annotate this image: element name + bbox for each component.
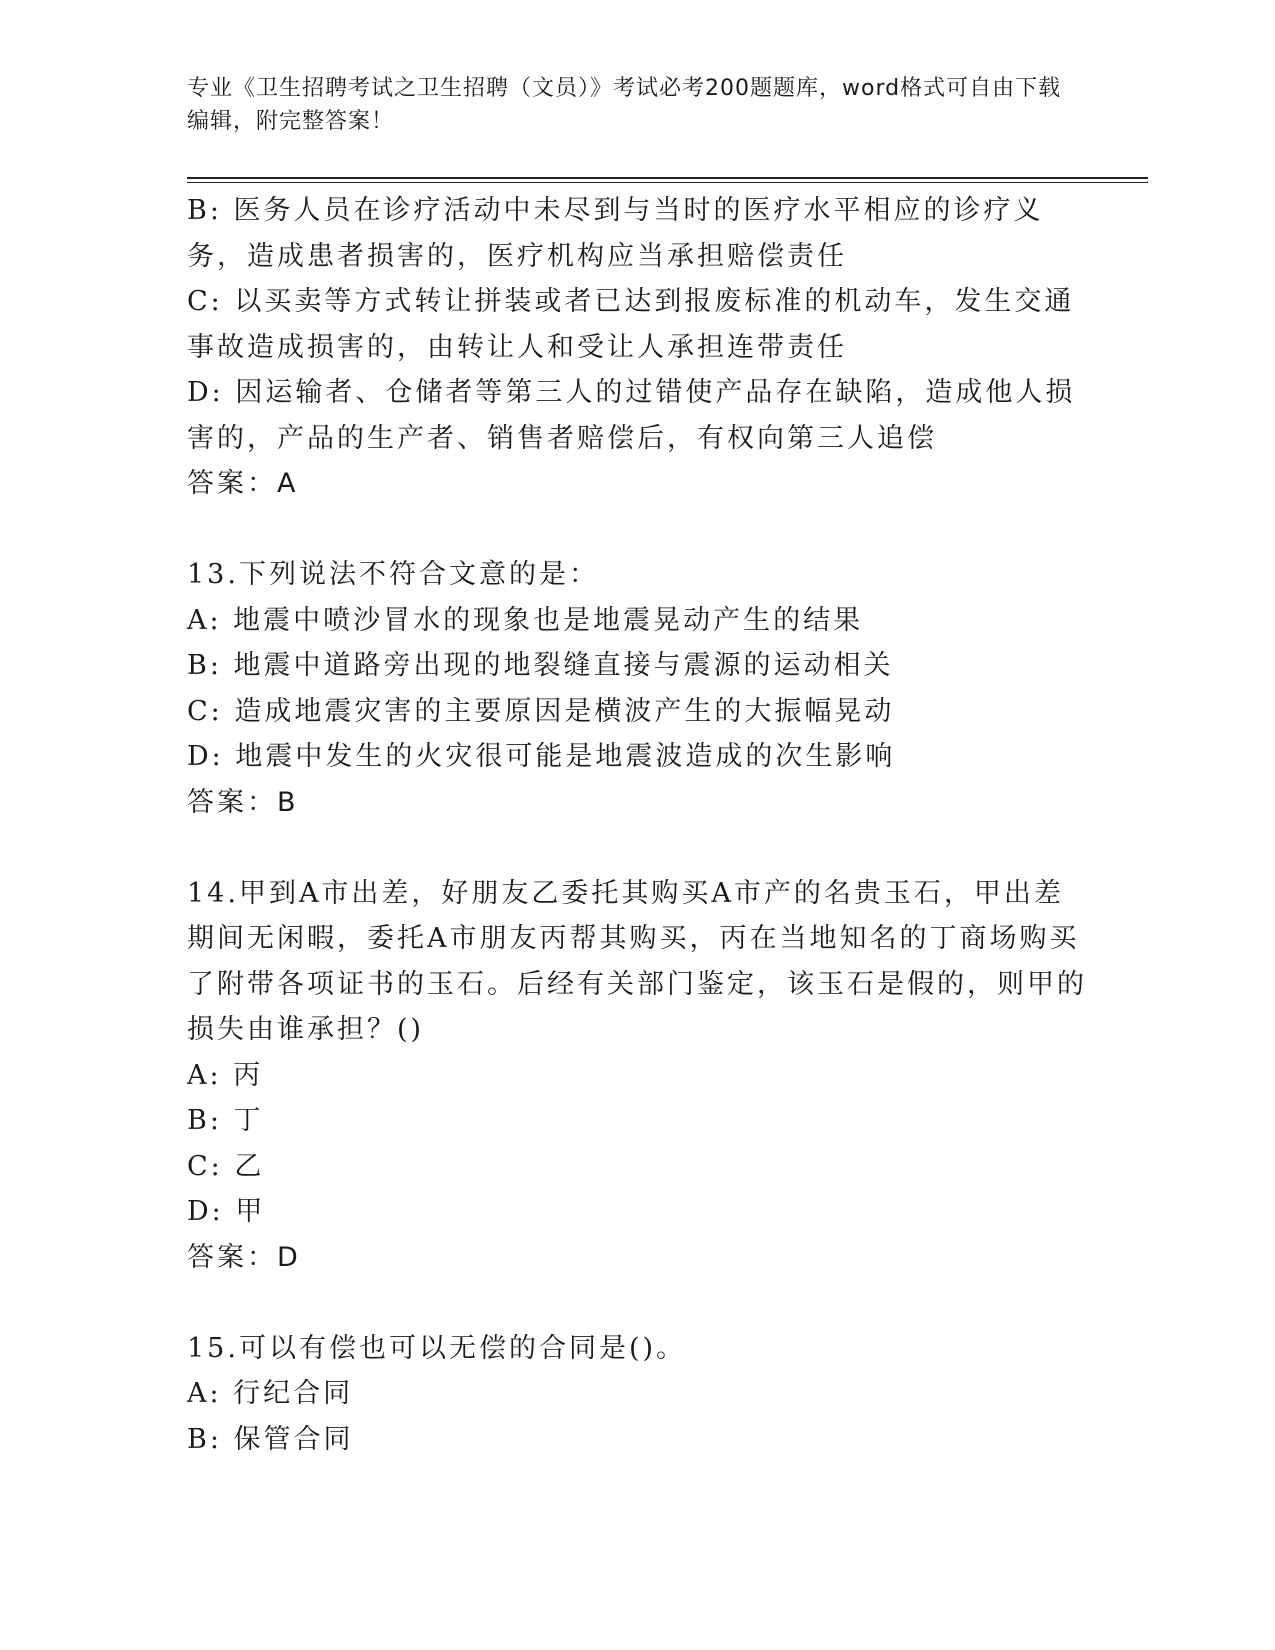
option-d: D: 因运输者、仓储者等第三人的过错使产品存在缺陷，造成他人损害的，产品的生产者、销售者赔偿后，有权向第三人追偿 [187,377,1076,454]
option-d: D: 地震中发生的火灾很可能是地震波造成的次生影响 [187,741,896,772]
option-c: C: 以买卖等方式转让拼装或者已达到报废标准的机动车，发生交通事故造成损害的，由转让人和受让人承担连带责任 [187,286,1075,363]
answer: 答案：B [187,786,299,818]
option-b: B: 地震中道路旁出现的地裂缝直接与震源的运动相关 [187,650,894,681]
option-c: C: 造成地震灾害的主要原因是横波产生的大振幅晃动 [187,695,895,727]
option-a: A: 行纪合同 [187,1378,354,1409]
option-c: C: 乙 [187,1150,265,1182]
header-title: 专业《卫生招聘考试之卫生招聘（文员）》考试必考200题题库，word格式可自由下载编辑，附完整答案！ [187,76,1062,134]
option-b: B: 保管合同 [187,1423,354,1455]
question-stem: 15.可以有偿也可以无偿的合同是()。 [187,1332,687,1364]
answer: 答案：D [187,1241,301,1273]
question-stem: 14.甲到A市出差，好朋友乙委托其购买A市产的名贵玉石，甲出差期间无闲暇，委托A市朋友丙帮其购买，丙在当地知名的丁商场购买了附带各项证书的玉石。后经有关部门鉴定，该玉石是假的，则甲的损失由谁承担？() [187,877,1087,1045]
question-12-continued [187,188,1087,507]
question-14 [187,871,1087,1281]
header-rule-thick [187,177,1148,179]
answer: 答案：A [187,468,299,499]
option-a: A: 丙 [187,1059,264,1091]
option-b: B: 医务人员在诊疗活动中未尽到与当时的医疗水平相应的诊疗义务，造成患者损害的，医疗机构应当承担赔偿责任 [187,195,1044,272]
option-d: D: 甲 [187,1196,266,1227]
option-a: A: 地震中喷沙冒水的现象也是地震晃动产生的结果 [187,604,864,636]
option-b: B: 丁 [187,1105,264,1136]
question-13 [187,552,1087,825]
question-stem: 13.下列说法不符合文意的是： [187,559,599,590]
document-header [187,72,1067,138]
header-rule-thin [187,182,1148,183]
document-body [187,188,1087,1462]
question-15 [187,1326,1087,1463]
